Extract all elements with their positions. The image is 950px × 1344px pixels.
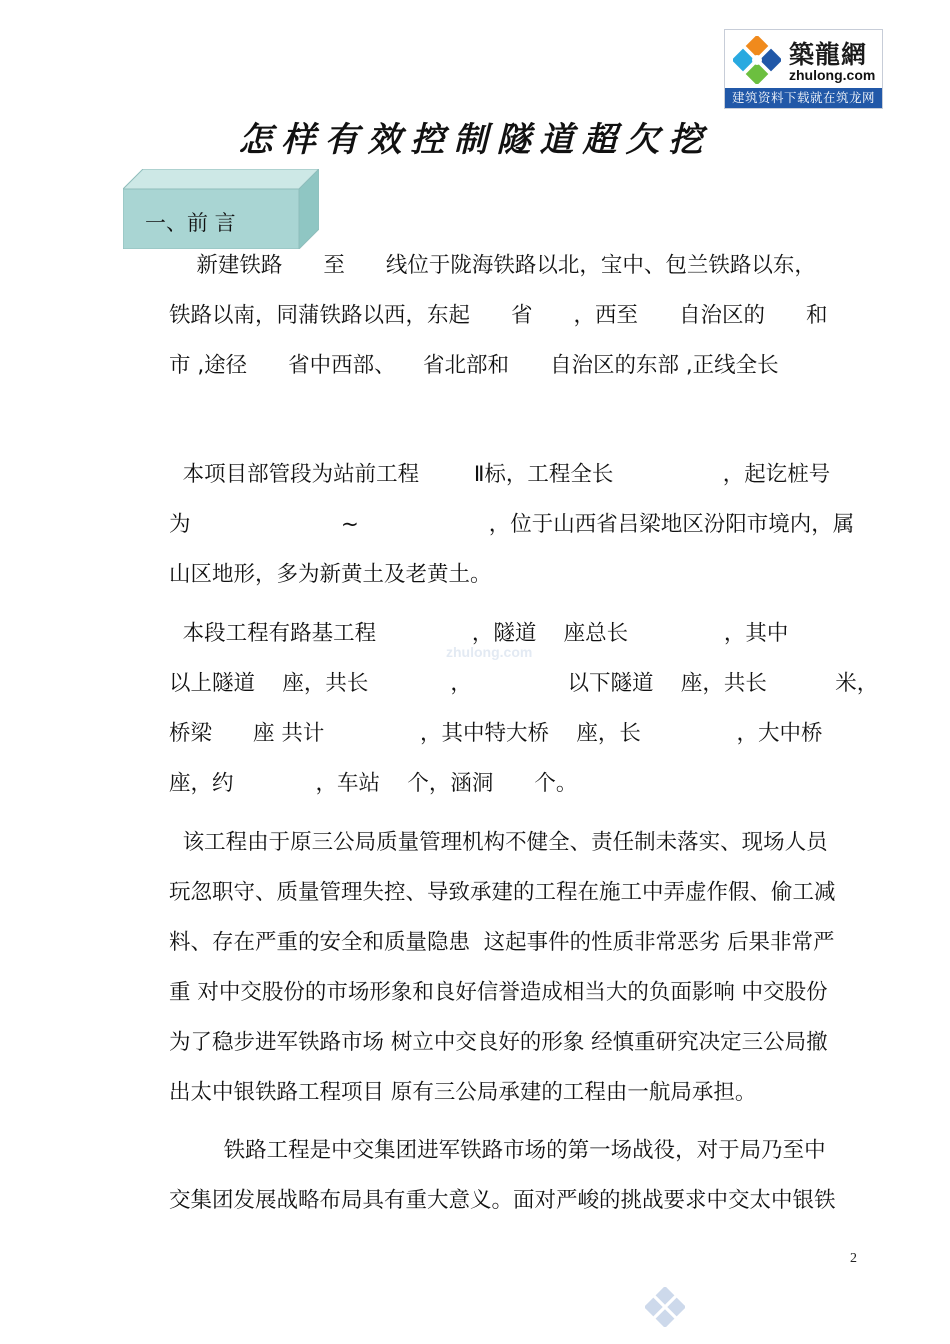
paragraph-5-line: 交集团发展战略布局具有重大意义。面对严峻的挑战要求中交太中银铁 [169, 1188, 836, 1213]
logo-slogan: 建筑资料下载就在筑龙网 [725, 88, 882, 108]
center-watermark: zhulong.com [446, 644, 533, 660]
paragraph-1-line: 新建铁路 至 线位于陇海铁路以北，宝中、包兰铁路以东， [169, 253, 816, 278]
paragraph-2-line: 本项目部管段为站前工程 Ⅱ标，工程全长 ，起讫桩号 [169, 462, 831, 487]
watermark-snowflake-icon [645, 1287, 685, 1327]
paragraph-4-line: 为了稳步进军铁路市场 树立中交良好的形象 经慎重研究决定三公局撤 [169, 1030, 828, 1055]
paragraph-4-line: 出太中银铁路工程项目 原有三公局承建的工程由一航局承担。 [169, 1080, 757, 1105]
section-heading-label: 一、前 言 [145, 211, 236, 235]
paragraph-2-line: 为 ~ ，位于山西省吕梁地区汾阳市境内，属 [169, 512, 855, 537]
snowflake-logo-icon [733, 36, 781, 84]
paragraph-1-line: 铁路以南，同蒲铁路以西，东起 省 ，西至 自治区的 和 [169, 303, 828, 328]
paragraph-3-line: 桥梁 座 共计 ，其中特大桥 座，长 ，大中桥 [169, 721, 823, 746]
logo-brand-domain: zhulong.com [789, 67, 876, 83]
zhulong-logo[interactable] [724, 29, 883, 109]
logo-brand-chinese: 築龍網 [789, 40, 868, 69]
paragraph-3-line: 座，约 ，车站 个，涵洞 个。 [169, 771, 578, 796]
paragraph-2-line: 山区地形，多为新黄土及老黄土。 [169, 562, 492, 587]
paragraph-4-line: 玩忽职守、质量管理失控、导致承建的工程在施工中弄虚作假、偷工减 [169, 880, 836, 905]
section-heading-box [123, 169, 319, 249]
paragraph-3-line: 本段工程有路基工程 ，隧道 座总长 ，其中 [169, 621, 789, 646]
paragraph-4-line: 该工程由于原三公局质量管理机构不健全、责任制未落实、现场人员 [169, 830, 828, 855]
paragraph-5-line: 铁路工程是中交集团进军铁路市场的第一场战役，对于局乃至中 [169, 1138, 826, 1163]
paragraph-4-line: 重 对中交股份的市场形象和良好信誉造成相当大的负面影响 中交股份 [169, 980, 828, 1005]
page-number: 2 [850, 1251, 857, 1266]
document-title: 怎样有效控制隧道超欠挖 [238, 120, 712, 160]
paragraph-3-line: 以上隧道 座，共长 ， 以下隧道 座，共长 米， [169, 671, 879, 696]
paragraph-4-line: 料、存在严重的安全和质量隐患 这起事件的性质非常恶劣 后果非常严 [169, 930, 835, 955]
paragraph-1-line: 市 ,途径 省中西部、 省北部和 自治区的东部 ,正线全长 [169, 353, 779, 378]
